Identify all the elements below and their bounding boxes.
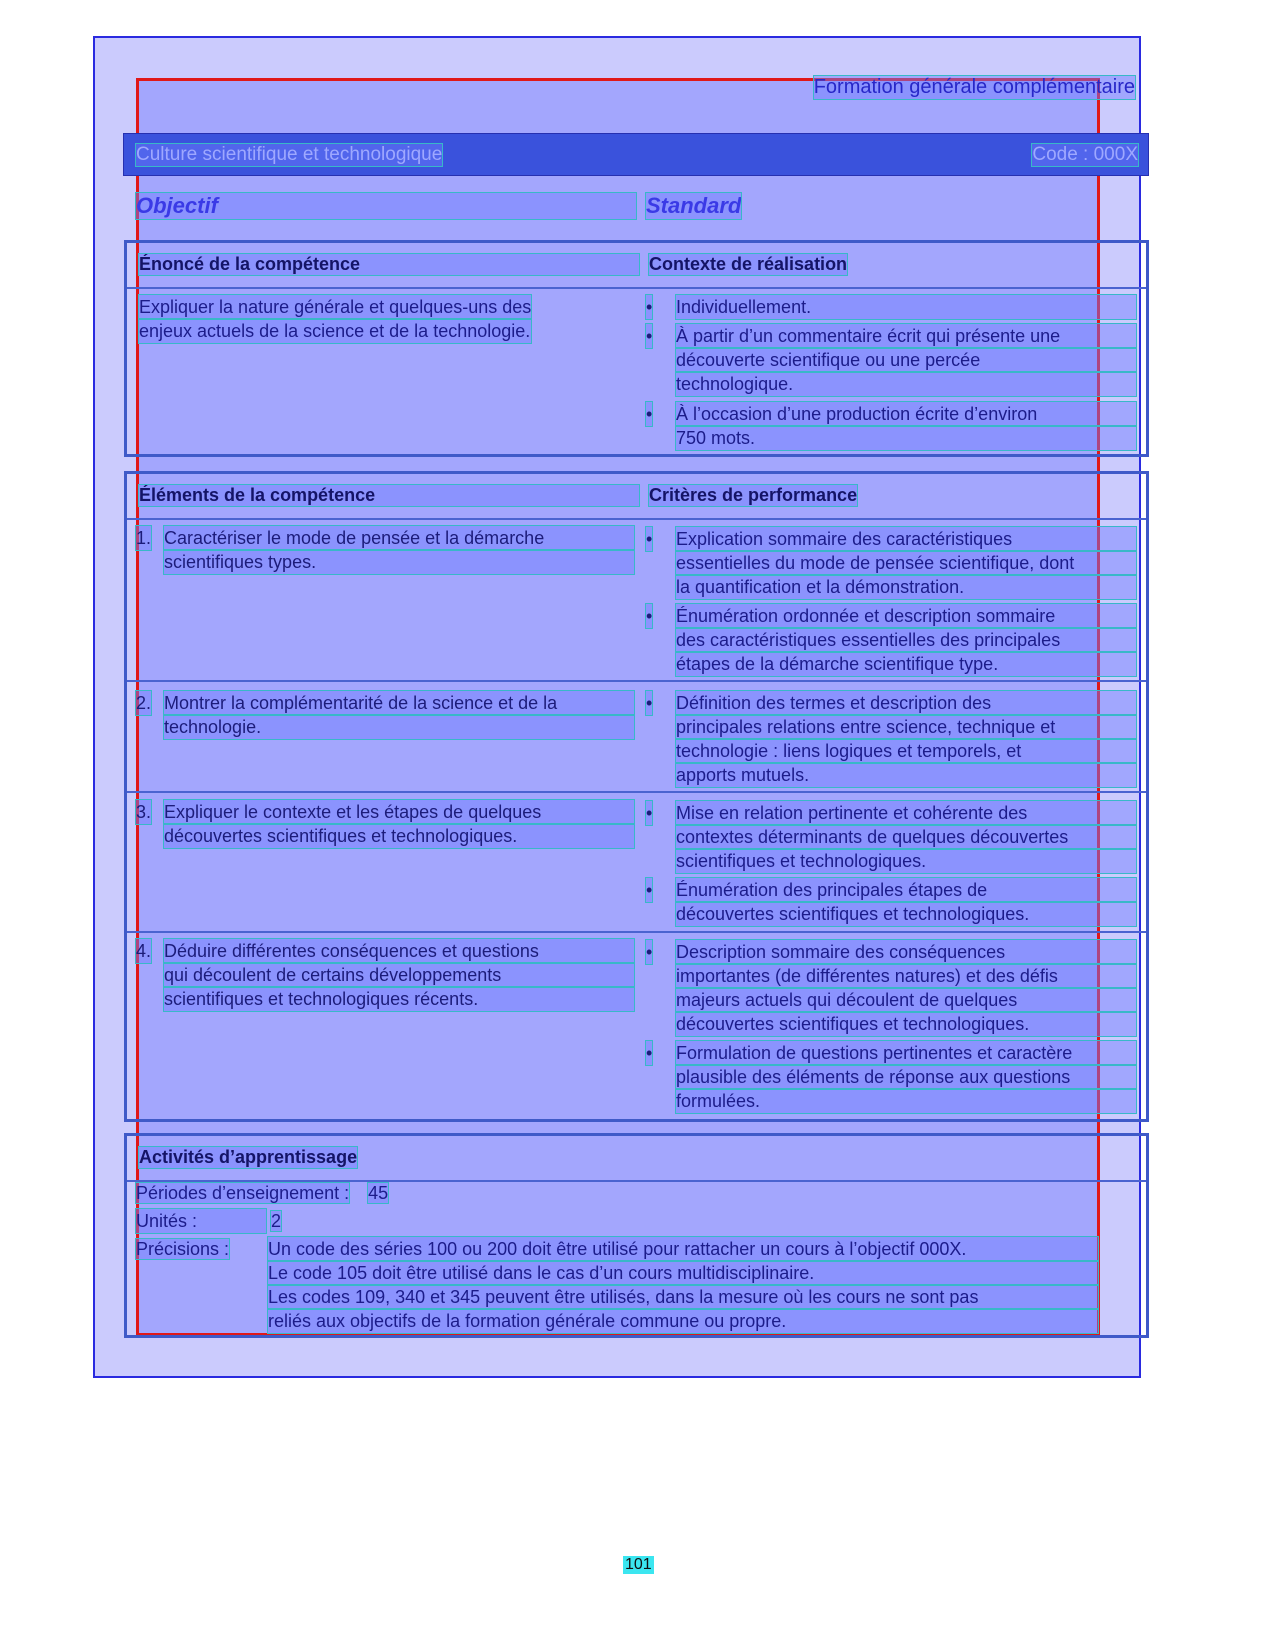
periods-row: Périodes d’enseignement : 45	[136, 1183, 389, 1203]
page-number: 101	[625, 1556, 652, 1573]
bullet-icon: •	[646, 326, 653, 346]
domain-title: Culture scientifique et technologique	[136, 144, 443, 165]
bullet-icon: •	[646, 297, 653, 317]
elements-heading: Éléments de la compétence	[139, 485, 639, 506]
bullet-icon: •	[646, 529, 653, 549]
bullet-icon: •	[646, 693, 653, 713]
units-row: Unités : 2	[136, 1211, 282, 1231]
bullet-icon: •	[646, 606, 653, 626]
competence-heading: Énoncé de la compétence	[139, 254, 639, 275]
context-heading: Contexte de réalisation	[649, 254, 848, 274]
bullet-icon: •	[646, 1043, 653, 1063]
bullet-icon: •	[646, 942, 653, 962]
precisions-label: Précisions :	[136, 1239, 230, 1259]
competence-text: Expliquer la nature générale et quelques-uns des enjeux actuels de la science et de la technologie.	[139, 297, 532, 341]
objective-label: Objectif	[136, 193, 636, 219]
standard-label: Standard	[646, 193, 742, 218]
code-label: Code : 000X	[1032, 144, 1138, 165]
criteria-heading: Critères de performance	[649, 485, 858, 505]
precisions-text: Un code des séries 100 ou 200 doit être utilisé pour rattacher un cours à l’objectif 000X. Le code 105 doit être utilisé dans le cas d’un cours multidisciplinaire. Les codes 109, 340 et 345 peuvent être utilisés, dans la mesure où les cours ne sont pas reliés aux objectifs de la formation générale commune ou propre.	[268, 1237, 1098, 1333]
bullet-icon: •	[646, 880, 653, 900]
program-title: Formation générale complémentaire	[813, 76, 1135, 98]
bullet-icon: •	[646, 404, 653, 424]
activities-heading: Activités d’apprentissage	[139, 1147, 358, 1167]
domain-bar	[123, 133, 1149, 176]
bullet-icon: •	[646, 803, 653, 823]
